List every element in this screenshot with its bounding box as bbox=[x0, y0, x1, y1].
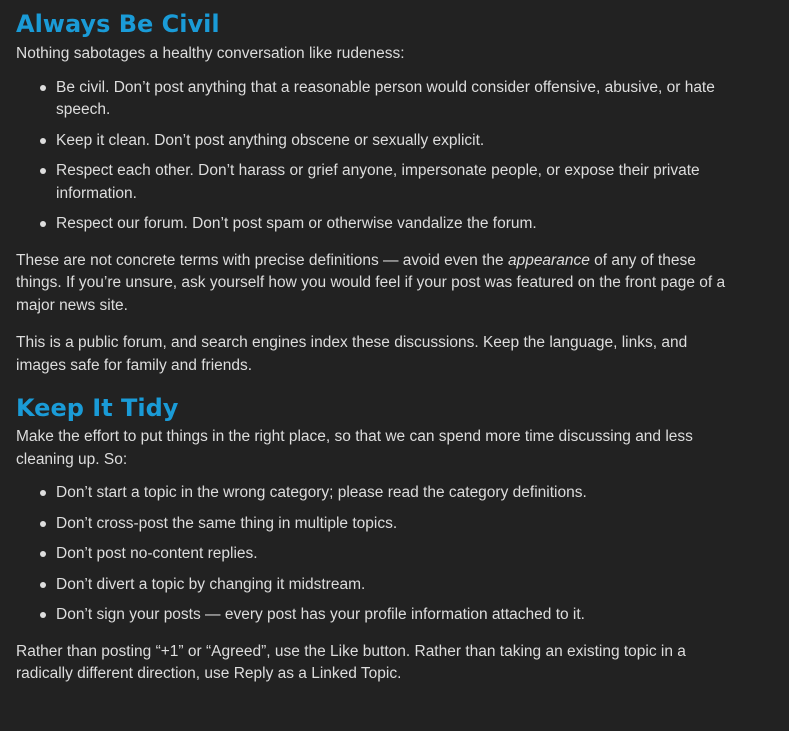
emphasis-appearance: appearance bbox=[507, 251, 590, 269]
list-item: Don’t start a topic in the wrong category; please read the category definitions. bbox=[56, 482, 729, 505]
section-intro: Nothing sabotages a healthy conversation like rudeness: bbox=[16, 45, 405, 62]
section-heading-keep-it-tidy: Keep It Tidy bbox=[16, 394, 179, 422]
section-heading-always-be-civil: Always Be Civil bbox=[16, 10, 220, 38]
tidy-rules-list bbox=[16, 482, 729, 627]
paragraph-like-button: Rather than posting “+1” or “Agreed”, use the Like button. Rather than taking an existing topic in a radically different direction, use Reply as a Linked Topic. bbox=[16, 642, 686, 682]
paragraph-not-concrete-terms bbox=[16, 250, 729, 318]
paragraph-text: of any of these things. If you’re unsure, ask yourself how you would feel if your post was featured on the front page of a major news site. bbox=[16, 251, 726, 314]
list-item: Keep it clean. Don’t post anything obscene or sexually explicit. bbox=[56, 130, 729, 153]
list-item: Don’t post no-content replies. bbox=[56, 543, 729, 566]
section-intro: Make the effort to put things in the right place, so that we can spend more time discussing and less cleaning up. So: bbox=[16, 428, 693, 468]
paragraph-text: These are not concrete terms with precise definitions — avoid even the bbox=[16, 251, 508, 269]
list-item: Don’t divert a topic by changing it midstream. bbox=[56, 574, 729, 597]
list-item: Respect each other. Don’t harass or grief anyone, impersonate people, or expose their private information. bbox=[56, 160, 729, 205]
list-item: Be civil. Don’t post anything that a reasonable person would consider offensive, abusive, or hate speech. bbox=[56, 77, 729, 122]
list-item: Don’t sign your posts — every post has your profile information attached to it. bbox=[56, 604, 729, 627]
civil-rules-list bbox=[16, 77, 729, 236]
list-item: Don’t cross-post the same thing in multiple topics. bbox=[56, 513, 729, 536]
list-item: Respect our forum. Don’t post spam or otherwise vandalize the forum. bbox=[56, 213, 729, 236]
paragraph-public-forum: This is a public forum, and search engines index these discussions. Keep the language, links, and images safe for family and friends. bbox=[16, 334, 688, 374]
